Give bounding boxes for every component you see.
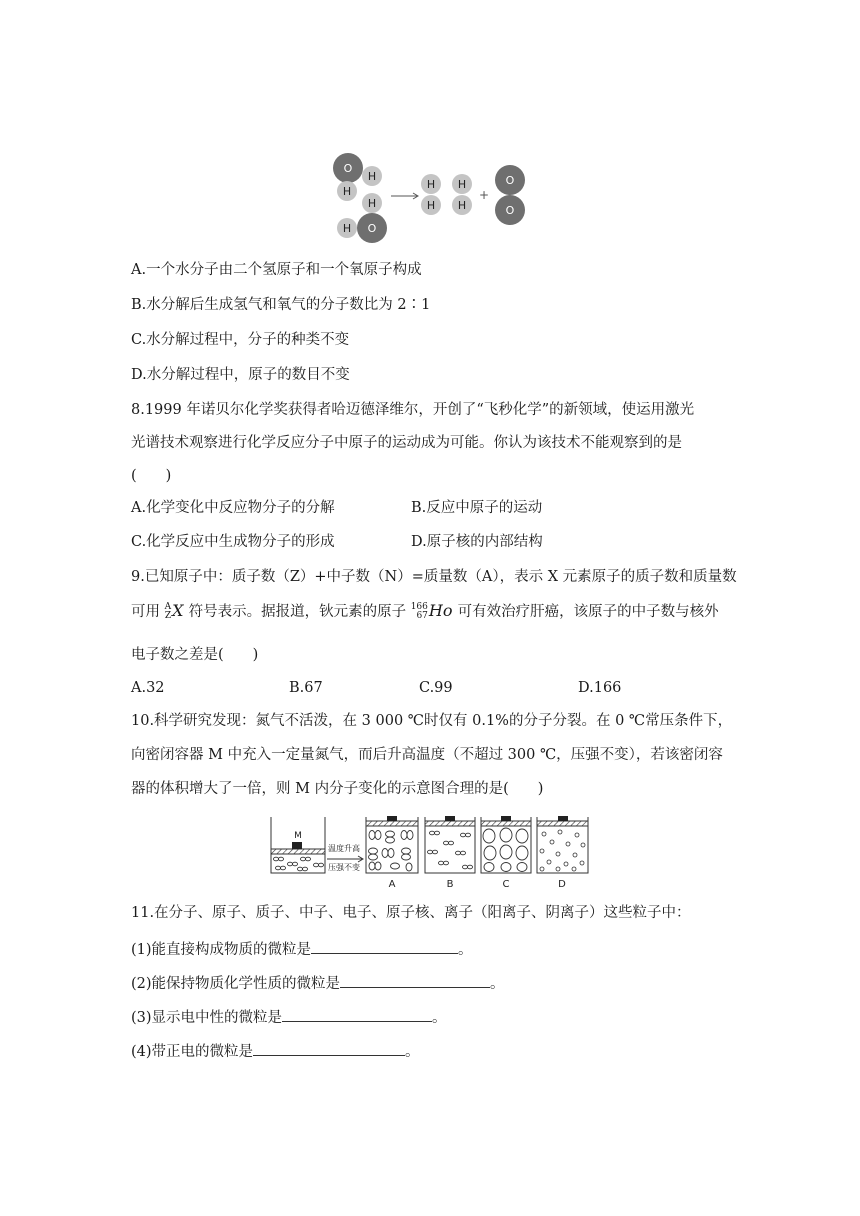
q7-option-d: D.水分解过程中，原子的数目不变 — [131, 367, 350, 383]
atom-label: H — [367, 197, 377, 210]
water-decomposition-figure — [325, 150, 535, 246]
q11-item-end: 。 — [490, 976, 505, 992]
q11-item-end: 。 — [458, 942, 473, 958]
container-label: M — [294, 831, 302, 841]
q9-option-c: C.99 — [419, 680, 453, 696]
q8-stem-line: 光谱技术观察进行化学反应分子中原子的运动成为可能。你认为该技术不能观察到的是 — [131, 435, 682, 451]
q10-stem-line: 向密闭容器 M 中充入一定量氮气，而后升高温度（不超过 300 ℃，压强不变），若该密闭容 — [131, 747, 723, 763]
q8-option-b: B.反应中原子的运动 — [411, 500, 543, 516]
q11-item-text: (2)能保持物质化学性质的微粒是 — [131, 976, 341, 992]
option-label: C — [502, 879, 510, 890]
q11-item-end: 。 — [432, 1010, 447, 1026]
container-m — [271, 817, 325, 873]
q11-item-text: (1)能直接构成物质的微粒是 — [131, 942, 312, 958]
q9-option-a: A.32 — [131, 680, 165, 696]
atom-label: O — [343, 162, 353, 175]
q9-text: 可用 — [131, 604, 160, 620]
q11-item-2 — [131, 973, 505, 994]
q11-item-3 — [131, 1007, 447, 1028]
arrow-label-bottom: 压强不变 — [328, 863, 360, 872]
answer-blank[interactable] — [253, 1041, 405, 1056]
container-option-d — [537, 816, 588, 890]
q9-text: 符号表示。据报道，钬元素的原子 — [188, 604, 407, 620]
atom-label: O — [367, 222, 377, 235]
q11-item-1 — [131, 939, 473, 960]
nuclide-notation — [165, 601, 189, 620]
q7-option-c: C.水分解过程中，分子的种类不变 — [131, 332, 350, 348]
container-option-a — [366, 816, 418, 890]
option-label: D — [558, 879, 566, 890]
atom-label: H — [426, 199, 436, 212]
holmium-isotope — [411, 601, 458, 620]
q9-text: 可有效治疗肝癌，该原子的中子数与核外 — [457, 604, 719, 620]
plus-sign: + — [478, 188, 490, 202]
process-arrow — [327, 843, 363, 872]
q10-stem-line: 10.科学研究发现：氮气不活泼，在 3 000 ℃时仅有 0.1%的分子分裂。在 0 ℃常压条件下， — [131, 713, 733, 729]
atom-label: H — [342, 222, 352, 235]
atom-label: O — [505, 174, 515, 187]
q9-option-d: D.166 — [578, 680, 622, 696]
mass-number: 166 — [410, 601, 428, 612]
arrow-label-top: 温度升高 — [328, 844, 360, 853]
atom-label: H — [426, 178, 436, 191]
option-label: A — [388, 879, 396, 890]
element-symbol: X — [172, 601, 184, 620]
q9-stem-line: 电子数之差是( ) — [131, 647, 259, 663]
mass-number: A — [164, 601, 172, 612]
atom-label: H — [367, 170, 377, 183]
q8-option-c: C.化学反应中生成物分子的形成 — [131, 534, 335, 550]
q11-stem: 11.在分子、原子、质子、中子、电子、原子核、离子（阳离子、阴离子）这些粒子中： — [131, 905, 691, 921]
atomic-number: 67 — [416, 610, 428, 621]
q11-item-4 — [131, 1041, 420, 1062]
answer-blank[interactable] — [282, 1007, 432, 1022]
element-symbol: Ho — [428, 601, 453, 620]
q9-stem-line: 9.已知原子中：质子数（Z）+中子数（N）=质量数（A），表示 X 元素原子的质子数和质量数 — [131, 569, 737, 585]
q8-answer-paren: ( ) — [131, 468, 172, 484]
q7-option-b: B.水分解后生成氢气和氧气的分子数比为 2∶1 — [131, 297, 431, 313]
q11-item-text: (3)显示电中性的微粒是 — [131, 1010, 283, 1026]
q9-stem-line2 — [131, 601, 719, 622]
q11-item-text: (4)带正电的微粒是 — [131, 1044, 254, 1060]
option-label: B — [446, 879, 454, 890]
atom-label: O — [505, 204, 515, 217]
q9-option-b: B.67 — [289, 680, 323, 696]
answer-blank[interactable] — [311, 939, 458, 954]
container-option-b — [425, 816, 475, 890]
q8-option-a: A.化学变化中反应物分子的分解 — [131, 500, 335, 516]
q10-stem-line: 器的体积增大了一倍，则 M 内分子变化的示意图合理的是( ) — [131, 781, 544, 797]
atomic-number: Z — [164, 610, 172, 621]
container-option-c — [481, 816, 531, 890]
nitrogen-container-figure — [270, 815, 595, 893]
atom-label: H — [457, 199, 467, 212]
atom-label: H — [457, 178, 467, 191]
q8-option-d: D.原子核的内部结构 — [411, 534, 543, 550]
answer-blank[interactable] — [340, 973, 490, 988]
q7-option-a: A.一个水分子由二个氢原子和一个氧原子构成 — [131, 262, 422, 278]
q11-item-end: 。 — [405, 1044, 420, 1060]
q8-stem-line: 8.1999 年诺贝尔化学奖获得者哈迈德泽维尔，开创了“飞秒化学”的新领域，使运用激光 — [131, 402, 695, 418]
atom-label: H — [342, 185, 352, 198]
